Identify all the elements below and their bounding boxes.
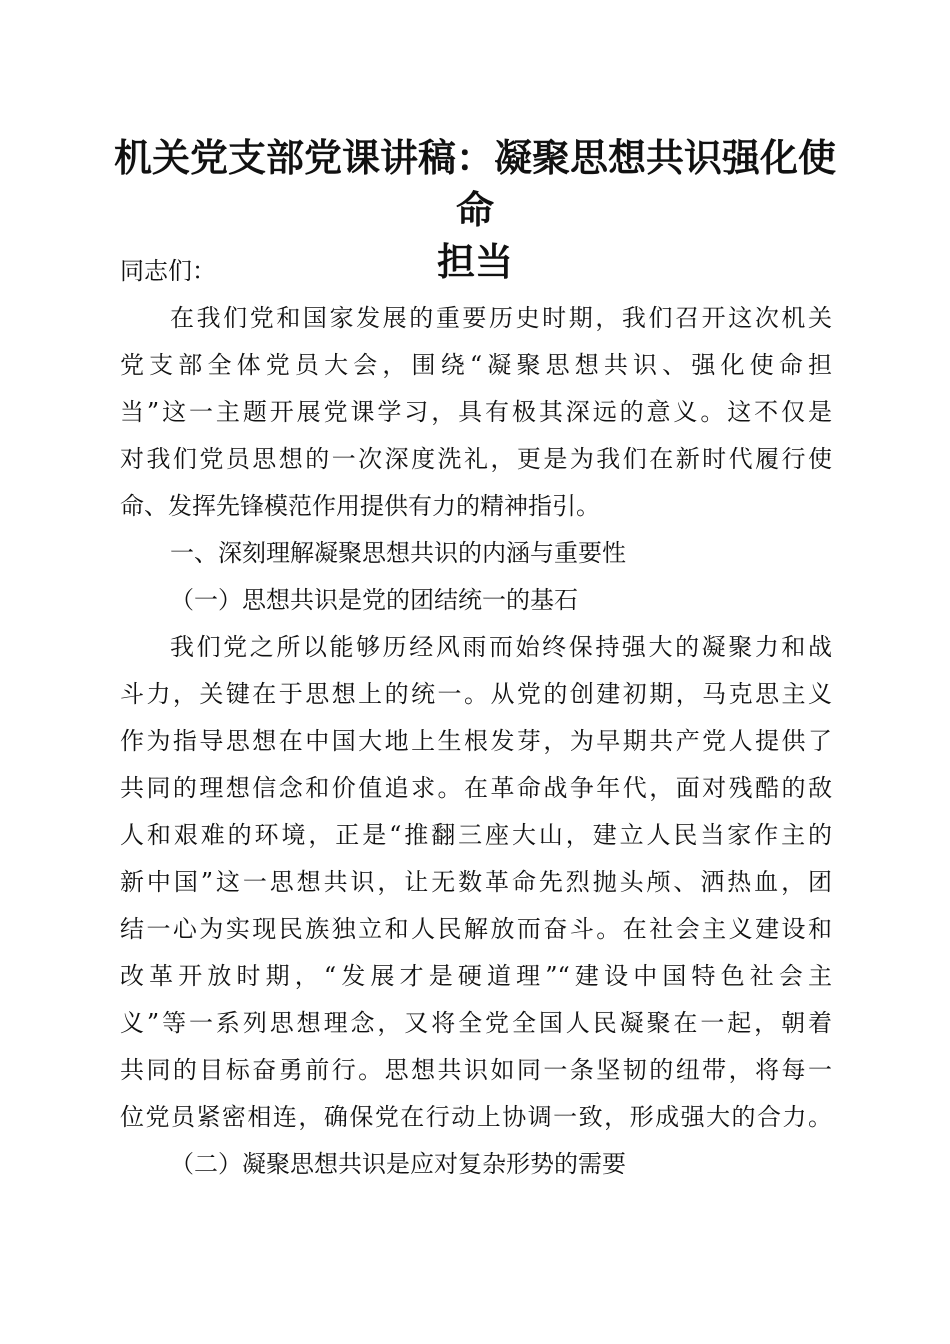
section-heading: 一、深刻理解凝聚思想共识的内涵与重要性: [170, 539, 626, 567]
intro-line: 当”这一主题开展党课学习，具有极其深远的意义。这不仅是: [120, 398, 832, 426]
subsection-heading: （二）凝聚思想共识是应对复杂形势的需要: [170, 1150, 626, 1178]
paragraph-line: 人和艰难的环境，正是“推翻三座大山，建立人民当家作主的: [120, 821, 832, 849]
paragraph-line: 义”等一系列思想理念，又将全党全国人民凝聚在一起，朝着: [120, 1009, 832, 1037]
paragraph-line: 改革开放时期，“发展才是硬道理”“建设中国特色社会主: [120, 962, 832, 990]
paragraph-line: 我们党之所以能够历经风雨而始终保持强大的凝聚力和战: [170, 633, 832, 661]
greeting: 同志们：: [120, 257, 216, 285]
document-body: [120, 248, 832, 1188]
paragraph-line: 结一心为实现民族独立和人民解放而奋斗。在社会主义建设和: [120, 915, 832, 943]
intro-line: 命、发挥先锋模范作用提供有力的精神指引。: [120, 492, 600, 520]
paragraph-line: 共同的理想信念和价值追求。在革命战争年代，面对残酷的敌: [120, 774, 832, 802]
title-line-2: 担当: [436, 240, 513, 284]
subsection-heading: （一）思想共识是党的团结统一的基石: [170, 586, 578, 614]
paragraph-line: 共同的目标奋勇前行。思想共识如同一条坚韧的纽带，将每一: [120, 1056, 832, 1084]
paragraph-line: 作为指导思想在中国大地上生根发芽，为早期共产党人提供了: [120, 727, 832, 755]
intro-line: 在我们党和国家发展的重要历史时期，我们召开这次机关: [170, 304, 832, 332]
paragraph-line: 位党员紧密相连，确保党在行动上协调一致，形成强大的合力。: [120, 1103, 832, 1131]
intro-line: 党支部全体党员大会，围绕“凝聚思想共识、强化使命担: [120, 351, 832, 379]
paragraph-line: 新中国”这一思想共识，让无数革命先烈抛头颅、洒热血，团: [120, 868, 832, 896]
title-line-1: 机关党支部党课讲稿：凝聚思想共识强化使命: [113, 136, 836, 232]
intro-line: 对我们党员思想的一次深度洗礼，更是为我们在新时代履行使: [120, 445, 832, 473]
paragraph-line: 斗力，关键在于思想上的统一。从党的创建初期，马克思主义: [120, 680, 832, 708]
